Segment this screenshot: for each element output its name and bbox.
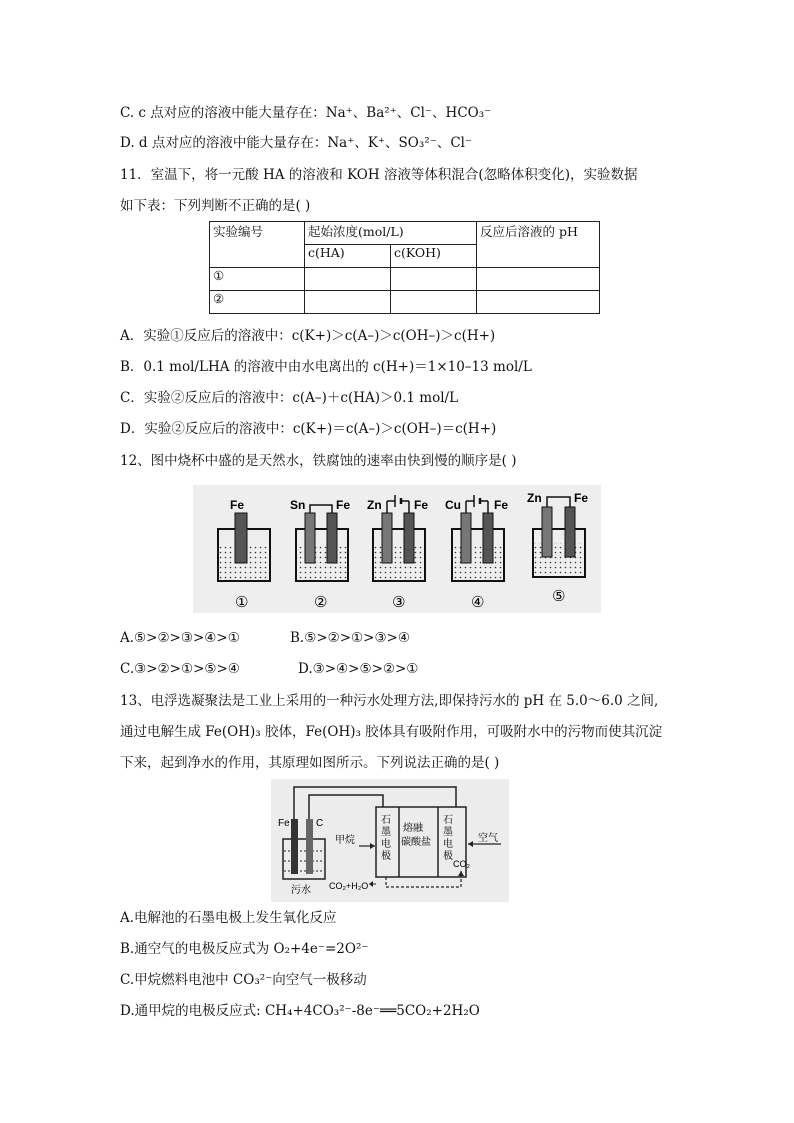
row-ph	[477, 268, 600, 291]
metal-label: Zn	[367, 498, 382, 512]
experiment-table	[209, 221, 600, 314]
q11-option-c: C．实验②反应后的溶液中：c(A–)＋c(HA)＞0.1 mol/L	[120, 390, 459, 406]
metal-label: Sn	[290, 498, 306, 512]
header-c-koh: c(KOH)	[391, 245, 477, 268]
co2-label: CO₂	[453, 859, 470, 869]
row-c-ha	[305, 291, 391, 314]
q11-option-d: D．实验②反应后的溶液中：c(K+)＝c(A–)＞c(OH–)＝c(H+)	[120, 421, 497, 437]
header-c-ha: c(HA)	[305, 245, 391, 268]
q12-stem: 12、图中烧杯中盛的是天然水，铁腐蚀的速率由快到慢的顺序是( )	[120, 453, 517, 469]
products-label: CO₂+H₂O	[329, 881, 369, 891]
q13-option-b: B.通空气的电极反应式为 O₂+4e⁻=2O²⁻	[120, 941, 369, 957]
beaker-number: ⑤	[552, 587, 566, 605]
fe-label: Fe	[278, 818, 290, 829]
q13-option-d: D.通甲烷的电极反应式: CH₄+4CO₃²⁻-8e⁻══5CO₂+2H₂O	[120, 1003, 480, 1019]
electroflotation-figure	[271, 779, 509, 902]
metal-label: Fe	[494, 498, 509, 512]
q13-stem-line3: 下来，起到净水的作用，其原理如图所示。下列说法正确的是( )	[120, 755, 500, 771]
q13-option-c: C.甲烷燃料电池中 CO₃²⁻向空气一极移动	[120, 972, 367, 988]
q10-option-c: C. c 点对应的溶液中能大量存在：Na⁺、Ba²⁺、Cl⁻、HCO₃⁻	[120, 105, 492, 121]
q13-option-a: A.电解池的石墨电极上发生氧化反应	[120, 910, 337, 926]
q12-option-a: A.⑤>②>③>④>①	[120, 630, 240, 646]
row-c-koh	[391, 268, 477, 291]
beaker-number: ②	[314, 593, 328, 611]
table-row	[210, 268, 600, 291]
graphite-left-label: 石墨电极	[381, 815, 391, 862]
air-label: 空气	[478, 833, 498, 844]
header-ph-after: 反应后溶液的 pH	[477, 222, 600, 268]
row-ph	[477, 291, 600, 314]
wastewater-label: 污水	[291, 885, 311, 896]
metal-label: Fe	[574, 491, 589, 505]
q13-stem-line2: 通过电解生成 Fe(OH)₃ 胶体，Fe(OH)₃ 胶体具有吸附作用，可吸附水中的污物而使其沉淀	[120, 724, 663, 740]
q12-option-d: D.③>④>⑤>②>①	[298, 661, 419, 677]
metal-label: Fe	[414, 498, 429, 512]
metal-label: Fe	[336, 498, 351, 512]
row-c-ha	[305, 268, 391, 291]
q11-stem-line1: 11．室温下，将一元酸 HA 的溶液和 KOH 溶液等体积混合(忽略体积变化)，实验数据	[120, 167, 638, 183]
c-label: C	[316, 818, 324, 829]
metal-label: Fe	[230, 498, 245, 512]
molten-carbonate-label: 熔融碳酸盐	[401, 823, 431, 848]
row-c-koh	[391, 291, 477, 314]
beakers-svg	[193, 485, 601, 613]
q11-stem-line2: 如下表：下列判断不正确的是( )	[120, 198, 311, 214]
graphite-right-label: 石墨电极	[443, 815, 453, 862]
beaker-number: ①	[235, 593, 249, 611]
header-experiment-id: 实验编号	[210, 222, 305, 268]
row-id: ②	[210, 291, 305, 314]
beaker-number: ④	[471, 593, 485, 611]
q10-option-d: D. d 点对应的溶液中能大量存在：Na⁺、K⁺、SO₃²⁻、Cl⁻	[120, 135, 473, 151]
q13-stem-line1: 13、电浮选凝聚法是工业上采用的一种污水处理方法,即保持污水的 pH 在 5.0～6.0 之间,	[120, 693, 659, 709]
q12-option-c: C.③>②>①>⑤>④	[120, 661, 240, 677]
q12-option-b: B.⑤>②>①>③>④	[290, 630, 410, 646]
row-id: ①	[210, 268, 305, 291]
metal-label: Zn	[527, 491, 542, 505]
beaker-number: ③	[392, 593, 406, 611]
electrolysis-fuelcell-svg	[271, 779, 509, 902]
q11-option-a: A．实验①反应后的溶液中：c(K+)＞c(A–)＞c(OH–)＞c(H+)	[120, 328, 496, 344]
q11-option-b: B．0.1 mol/LHA 的溶液中由水电离出的 c(H+)＝1×10–13 mol/L	[120, 359, 532, 375]
metal-label: Cu	[445, 498, 461, 512]
table-row	[210, 291, 600, 314]
corrosion-beakers-figure	[193, 485, 601, 613]
methane-label: 甲烷	[335, 835, 355, 846]
header-initial-concentration: 起始浓度(mol/L)	[305, 222, 477, 245]
